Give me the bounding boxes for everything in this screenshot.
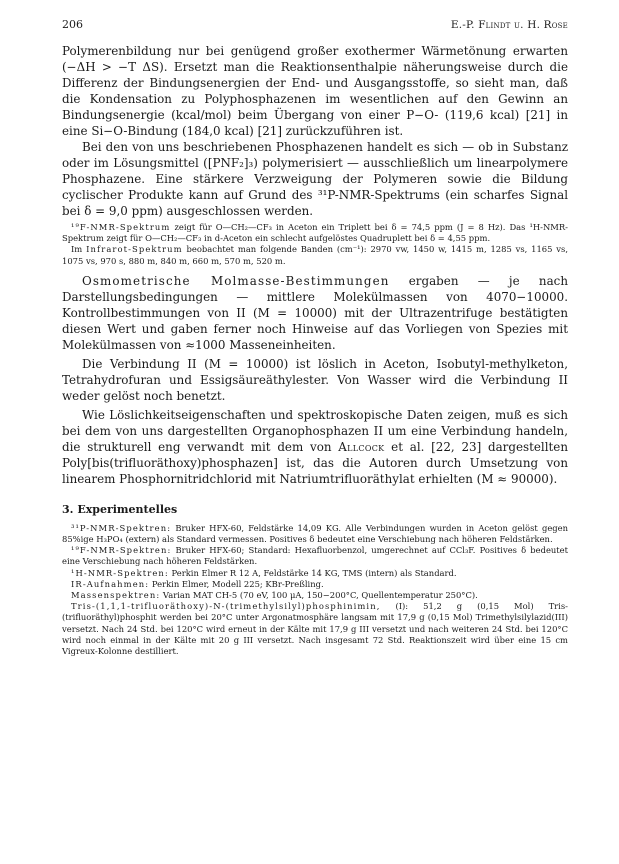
running-head-authors: E.-P. Flindt u. H. Rose xyxy=(450,19,568,31)
note-nmr-term: ¹⁹F-NMR-Spektrum xyxy=(71,222,171,232)
exp-term: ¹⁹F-NMR-Spektren: xyxy=(71,545,172,556)
paragraph-molmass xyxy=(62,273,568,353)
exp-31p-nmr xyxy=(62,523,568,545)
molmass-text: ergaben — je nach Darstellungsbedingungen — mittlere Molekülmassen von 4070−10000. Kontrollbestimmungen von II (M = 10000) mit der Ultrazentrifuge bestätigten diesen Wert und gaben ferner noch Hinweise auf das Vorliegen von Spezies mit Molekülmassen von ≈1000 Masseneinheiten. xyxy=(62,273,568,352)
paragraph-thermodynamics: Polymerenbildung nur bei genügend großer exothermer Wärmetönung erwarten (−ΔH > −T ΔS). Ersetzt man die Reaktionsenthalpie näherungsweise durch die Differenz der Bindungsenergien der End- und Ausgangsstoffe, so sieht man, daß die Kondensation zu Polyphosphazenen im wesentlichen auf den Gewinn an Bindungsenergie (kcal/mol) beim Übergang von einer P−O- (119,6 kcal) [21] in eine Si−O-Bindung (184,0 kcal) [21] zurückzuführen ist. xyxy=(62,44,568,138)
exp-1h-nmr xyxy=(62,568,568,579)
exp-text: Varian MAT CH-5 (70 eV, 100 μA, 150−200°C, Quellentemperatur 250°C). xyxy=(162,590,478,601)
section-heading-experimental: 3. Experimentelles xyxy=(62,502,178,516)
note-ir-lead: Im xyxy=(71,244,83,255)
exp-text: Perkin Elmer R 12 A, Feldstärke 14 KG, TMS (intern) als Standard. xyxy=(171,567,457,578)
note-ir-term: Infrarot-Spektrum xyxy=(86,244,183,255)
running-header xyxy=(62,18,568,32)
exp-19f-nmr xyxy=(62,545,568,567)
exp-term: Massenspektren: xyxy=(71,590,161,601)
paragraph-solubility: Die Verbindung II (M = 10000) ist löslich in Aceton, Isobutyl-methylketon, Tetrahydrofuran und Essigsäureäthylester. Von Wasser wird die Verbindung II weder gelöst noch benetzt. xyxy=(62,356,568,403)
note-ir xyxy=(62,244,568,266)
exp-mass-spec xyxy=(62,590,568,601)
paragraph-linear-polymers: Bei den von uns beschriebenen Phosphazenen handelt es sich — ob in Substanz oder im Lösungsmittel ([PNF₂]₃) polymerisiert — ausschließlich um linearpolymere Phosphazene. Eine stärkere Verzweigung der Polymeren sowie die Bildung cyclischer Produkte kann auf Grund des ³¹P-NMR-Spektrums (ein scharfes Signal bei δ = 9,0 ppm) ausgeschlossen werden. xyxy=(62,140,568,218)
exp-term: ³¹P-NMR-Spektren: xyxy=(71,522,172,533)
exp-synthesis-i xyxy=(62,601,568,657)
exp-term: ¹H-NMR-Spektren: xyxy=(71,567,169,578)
exp-text: Bruker HFX-60; Standard: Hexafluorbenzol, umgerechnet auf CCl₃F. Positives δ bedeutet eine Verschiebung nach höheren Feldstärken. xyxy=(62,545,568,567)
exp-term: Tris-(1,1,1-trifluoräthoxy)-N-(trimethylsilyl)phosphinimin, xyxy=(71,601,381,612)
molmass-term: Osmometrische Molmasse-Bestimmungen xyxy=(82,273,390,288)
note-nmr-text: zeigt für O—CH₂—CF₃ in Aceton ein Triplett bei δ = 74,5 ppm (J = 8 Hz). Das ¹H-NMR-Spektrum zeigt für O—CH₂—CF₃ in d-Aceton ein schlecht aufgelöstes Quadruplett bei δ = 4,55 ppm. xyxy=(62,222,568,244)
paragraph-allcock xyxy=(62,407,568,487)
exp-term: IR-Aufnahmen: xyxy=(71,578,150,589)
exp-text: Bruker HFX-60, Feldstärke 14,09 KG. Alle Verbindungen wurden in Aceton gelöst gegen 85%ige H₃PO₄ (extern) als Standard vermessen. Positives δ bedeutet eine Verschiebung nach höheren Feldstärken. xyxy=(62,522,568,545)
page-number: 206 xyxy=(62,18,83,31)
note-nmr xyxy=(62,222,568,244)
allcock-text-a: Wie Löslichkeitseigenschaften und spektroskopische Daten zeigen, muß es sich bei dem von uns dargestellten Organophosphazen II um eine Verbindung handeln, die strukturell eng verwandt mit dem von xyxy=(62,407,568,454)
exp-ir xyxy=(62,579,568,590)
allcock-text-b: et al. [22, 23] dargestellten Poly[bis(trifluoräthoxy)phosphazen] ist, das die Autoren durch Umsetzung von linearem Phosphornitridchlorid mit Natriumtrifluoräthylat erhielten (M ≈ 90000). xyxy=(62,439,569,486)
page xyxy=(62,18,568,657)
exp-text: Perkin Elmer, Modell 225; KBr-Preßling. xyxy=(151,578,324,589)
note-ir-text: beobachtet man folgende Banden (cm⁻¹): 2970 vw, 1450 w, 1415 m, 1285 vs, 1165 vs, 1075 vs, 970 s, 880 m, 840 m, 660 m, 570 m, 520 m. xyxy=(62,244,568,266)
exp-text: (I): 51,2 g (0,15 Mol) Tris-(trifluoräthyl)phosphit werden bei 20°C unter Argonatmosphäre langsam mit 17,9 g (0,15 Mol) Trimethylsilylazid(III) versetzt. Nach 24 Std. bei 120°C wird erneut in der Kälte mit 17,9 g III versetzt und nach weiteren 24 Std. bei 120°C wird noch einmal in der Kälte mit 20 g III versetzt. Nach insgesamt 72 Std. Reaktionszeit wird über eine 15 cm Vigreux-Kolonne destilliert. xyxy=(62,601,568,657)
allcock-name: Allcock xyxy=(338,439,385,454)
